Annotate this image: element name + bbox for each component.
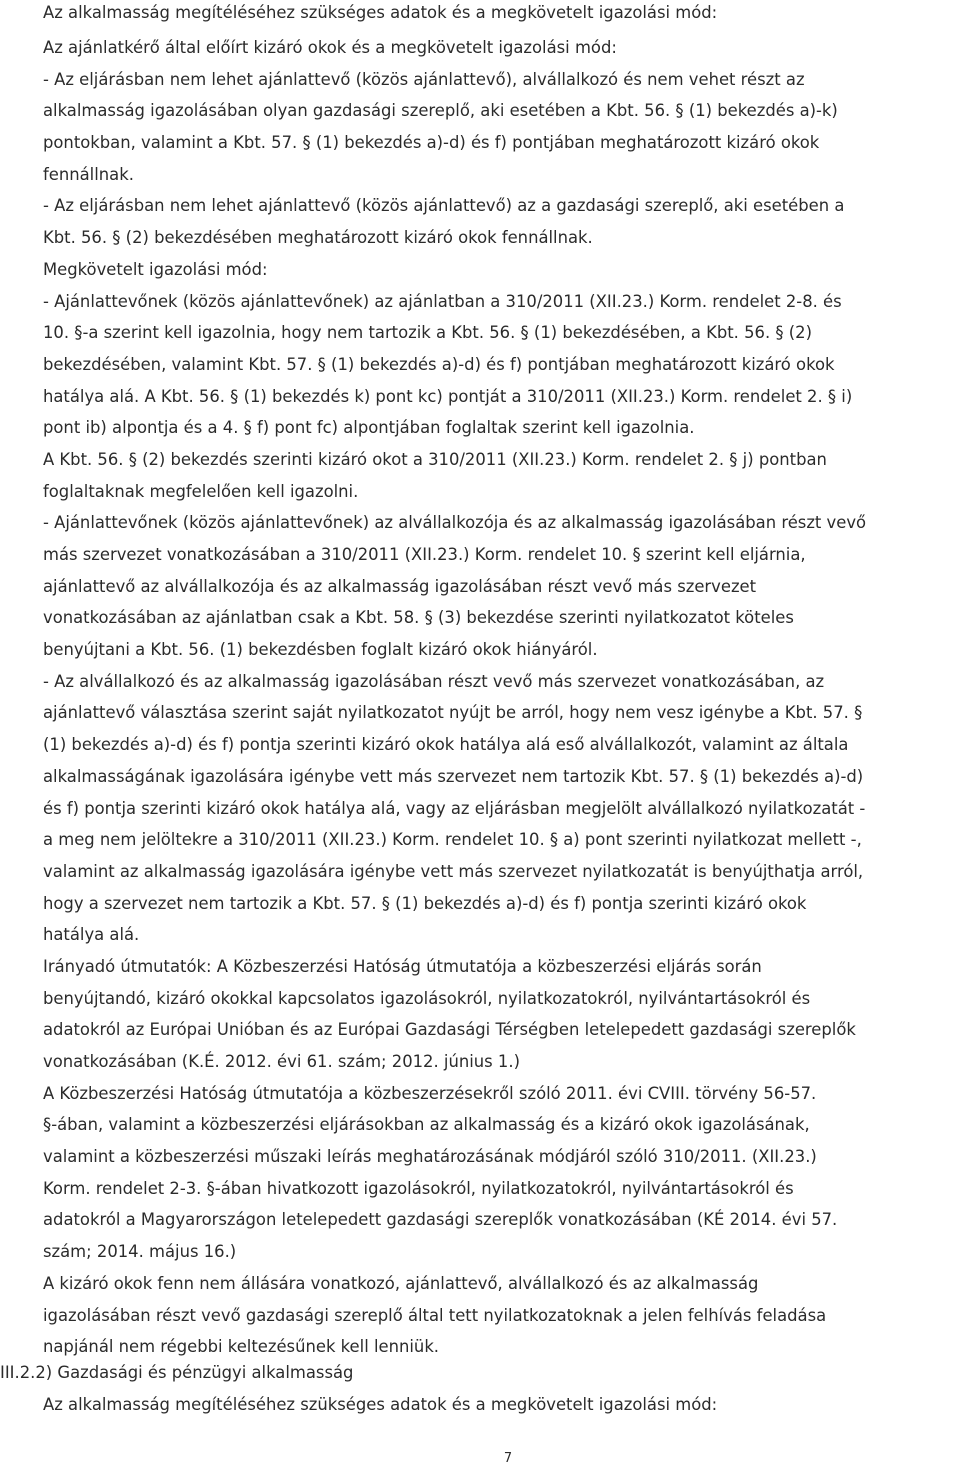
- paragraph-line: ajánlattevő választása szerint saját nyilatkozatot nyújt be arról, hogy nem vesz igénybe a Kbt. 57. §: [43, 703, 863, 723]
- paragraph-line: Az ajánlatkérő által előírt kizáró okok és a megkövetelt igazolási mód:: [43, 38, 617, 57]
- paragraph-line: vonatkozásában (K.É. 2012. évi 61. szám; 2012. június 1.): [43, 1052, 520, 1071]
- paragraph-line: foglaltaknak megfelelően kell igazolni.: [43, 481, 359, 501]
- paragraph-line: bekezdésében, valamint Kbt. 57. § (1) bekezdés a)-d) és f) pontjában meghatározott kizáró okok: [43, 354, 835, 374]
- paragraph-line: §-ában, valamint a közbeszerzési eljárásokban az alkalmasság és a kizáró okok igazolásának,: [43, 1115, 810, 1135]
- paragraph-line: ajánlattevő az alvállalkozója és az alkalmasság igazolásában részt vevő más szervezet: [43, 576, 757, 596]
- paragraph-line: hatálya alá. A Kbt. 56. § (1) bekezdés k) pont kc) pontját a 310/2011 (XII.23.) Korm. rendelet 2. § i): [43, 386, 853, 406]
- paragraph-line: - Ajánlattevőnek (közös ajánlattevőnek) az ajánlatban a 310/2011 (XII.23.) Korm. rendelet 2-8. és: [43, 291, 842, 311]
- paragraph-line: - Az eljárásban nem lehet ajánlattevő (közös ajánlattevő), alvállalkozó és nem vehet részt az: [43, 69, 805, 89]
- page-number: 7: [503, 1451, 513, 1466]
- paragraph-line: Kbt. 56. § (2) bekezdésében meghatározott kizáró okok fennállnak.: [43, 228, 593, 248]
- paragraph-line: 10. §-a szerint kell igazolnia, hogy nem tartozik a Kbt. 56. § (1) bekezdésében, a Kbt. 56. § (2): [43, 323, 812, 343]
- section-intro-line: Az alkalmasság megítéléséhez szükséges adatok és a megkövetelt igazolási mód:: [43, 1395, 718, 1414]
- paragraph-line: benyújtani a Kbt. 56. (1) bekezdésben foglalt kizáró okok hiányáról.: [43, 640, 598, 660]
- paragraph-line: (1) bekezdés a)-d) és f) pontja szerinti kizáró okok hatálya alá eső alvállalkozót, valamint az általa: [43, 735, 849, 755]
- paragraph-line: pont ib) alpontja és a 4. § f) pont fc) alpontjában foglaltak szerint kell igazolnia.: [43, 418, 695, 438]
- paragraph-line: igazolásában részt vevő gazdasági szereplő által tett nyilatkozatoknak a jelen felhívás feladása: [43, 1305, 827, 1325]
- paragraph-line: valamint az alkalmasság igazolására igénybe vett más szervezet nyilatkozatát is benyújthatja arról,: [43, 861, 864, 881]
- paragraph-line: Irányadó útmutatók: A Közbeszerzési Hatóság útmutatója a közbeszerzési eljárás során: [43, 956, 762, 976]
- section-heading: III.2.2) Gazdasági és pénzügyi alkalmasság: [0, 1363, 354, 1382]
- paragraph-line: a meg nem jelöltekre a 310/2011 (XII.23.) Korm. rendelet 10. § a) pont szerinti nyilatkozat mellett -,: [43, 830, 862, 850]
- paragraph-line: és f) pontja szerinti kizáró okok hatálya alá, vagy az eljárásban megjelölt alvállalkozó nyilatkozatát -: [43, 798, 866, 818]
- paragraph-line: Megkövetelt igazolási mód:: [43, 259, 268, 279]
- paragraph-line: szám; 2014. május 16.): [43, 1242, 237, 1262]
- paragraph-line: - Ajánlattevőnek (közös ajánlattevőnek) az alvállalkozója és az alkalmasság igazolásában részt vevő: [43, 513, 867, 533]
- document-body: [43, 0, 943, 1363]
- paragraph-line: adatokról az Európai Unióban és az Európai Gazdasági Térségben letelepedett gazdasági szereplők: [43, 1020, 856, 1040]
- paragraph-line: A Közbeszerzési Hatóság útmutatója a közbeszerzésekről szóló 2011. évi CVIII. törvény 56-57.: [43, 1083, 817, 1103]
- paragraph-line: - Az eljárásban nem lehet ajánlattevő (közös ajánlattevő) az a gazdasági szereplő, aki esetében a: [43, 196, 845, 216]
- paragraph-line: hatálya alá.: [43, 925, 140, 945]
- paragraph-line: fennállnak.: [43, 164, 134, 184]
- paragraph-line: más szervezet vonatkozásában a 310/2011 (XII.23.) Korm. rendelet 10. § szerint kell eljárnia,: [43, 545, 806, 564]
- paragraph-line: vonatkozásában az ajánlatban csak a Kbt. 58. § (3) bekezdése szerinti nyilatkozatot köteles: [43, 608, 794, 628]
- paragraph-line: Korm. rendelet 2-3. §-ában hivatkozott igazolásokról, nyilatkozatokról, nyilvántartásokról és: [43, 1178, 794, 1198]
- paragraph-line: A kizáró okok fenn nem állására vonatkozó, ajánlattevő, alvállalkozó és az alkalmasság: [43, 1273, 759, 1293]
- paragraph-line: alkalmasság igazolásában olyan gazdasági szereplő, aki esetében a Kbt. 56. § (1) bekezdés a)-k): [43, 101, 838, 121]
- paragraph-line: hogy a szervezet nem tartozik a Kbt. 57. § (1) bekezdés a)-d) és f) pontja szerinti kizáró okok: [43, 893, 807, 913]
- paragraph-line: pontokban, valamint a Kbt. 57. § (1) bekezdés a)-d) és f) pontjában meghatározott kizáró okok: [43, 133, 820, 153]
- paragraph-line: napjánál nem régebbi keltezésűnek kell lenniük.: [43, 1337, 440, 1357]
- paragraph-line: valamint a közbeszerzési műszaki leírás meghatározásának módjáról szóló 310/2011. (XII.23.): [43, 1147, 817, 1167]
- paragraph-line: alkalmasságának igazolására igénybe vett más szervezet nem tartozik Kbt. 57. § (1) bekezdés a)-d): [43, 766, 864, 786]
- paragraph-line: adatokról a Magyarországon letelepedett gazdasági szereplők vonatkozásában (KÉ 2014. évi 57.: [43, 1210, 838, 1230]
- paragraph-line: - Az alvállalkozó és az alkalmasság igazolásában részt vevő más szervezet vonatkozásában, az: [43, 671, 825, 691]
- paragraph-line: Az alkalmasság megítéléséhez szükséges adatok és a megkövetelt igazolási mód:: [43, 3, 718, 22]
- paragraph-line: A Kbt. 56. § (2) bekezdés szerinti kizáró okot a 310/2011 (XII.23.) Korm. rendelet 2. § j) pontban: [43, 449, 827, 469]
- paragraph-line: benyújtandó, kizáró okokkal kapcsolatos igazolásokról, nyilatkozatokról, nyilvántartásokról és: [43, 988, 811, 1008]
